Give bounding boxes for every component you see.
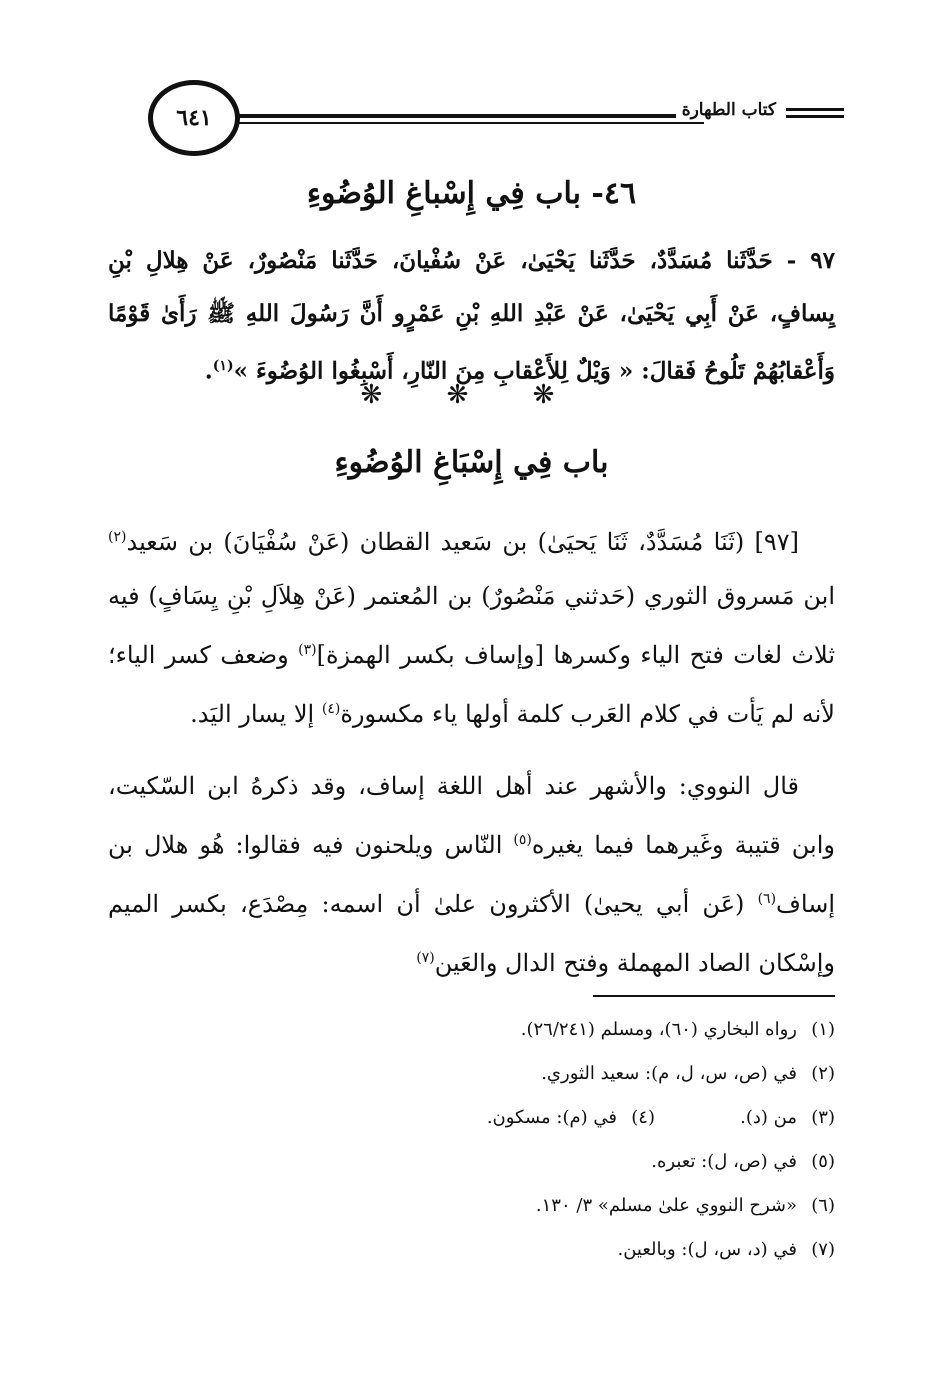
hadith-body: ٩٧ - حَدَّثَنا مُسَدَّدٌ، حَدَّثَنا يَحْيَىٰ، عَنْ سُفْيانَ، حَدَّثَنا مَنْصُورٌ، عَنْ هِلالِ بْنِ يِسافٍ، عَنْ أَبِي يَحْيَىٰ، عَنْ عَبْدِ اللهِ بْنِ عَمْرٍو أَنَّ رَسُولَ اللهِ ﷺ رَأَىٰ قَوْمًا وَأَعْقابُهُمْ تَلُوحُ فَقالَ: « وَيْلٌ لِلأَعْقابِ مِنَ النّارِ، أَسْبِغُوا الوُضُوءَ » [108, 247, 835, 385]
footnote-ref: (٧) [416, 950, 435, 966]
commentary-span: (عَن أبي يحيىٰ) الأكثرون علىٰ أن اسمه: مِصْدَع، بكسر الميم وإسْكان الصاد المهملة وفتح الدال والعَين [108, 890, 835, 977]
commentary-span: النّاس ويلحنون فيه فقالوا: هُو هلال بن إساف [108, 831, 835, 918]
footnote-number: (٦) [811, 1195, 835, 1216]
footnote-ref: (٥) [513, 832, 532, 848]
footnote-number: (٥) [811, 1151, 835, 1172]
section-separator: ❋ ❋ ❋ [360, 380, 583, 410]
header-rule [224, 114, 704, 118]
footnote-item [108, 1096, 835, 1140]
commentary-span: [٩٧] (ثَنَا مُسَدَّدٌ، ثَنَا يَحيَىٰ) بن سَعيد القطان (عَنْ سُفْيَانَ) بن سَعيد [126, 528, 799, 556]
footnote-item [108, 1140, 835, 1184]
commentary-paragraph [108, 510, 835, 741]
page-header [112, 78, 844, 160]
footnote-number: (٤) [631, 1107, 655, 1128]
footnote-item [108, 1184, 835, 1228]
commentary-span: ابن مَسروق الثوري (حَدثني مَنْصُورٌ) بن المُعتمر (عَنْ هِلاَلِ بْنِ يِسَافٍ) فيه ثلاث لغات فتح الياء وكسرها [وإساف بكسر الهمزة] [108, 582, 835, 669]
commentary-span: وضعف كسر الياء؛ لأنه لم يَأت في كلام العَرب كلمة أولها ياء مكسورة [108, 641, 835, 728]
book-title: كتاب الطهارة [676, 100, 782, 120]
footnote-ref: (١) [212, 358, 234, 374]
header-dash [786, 108, 844, 122]
footnote-divider [593, 995, 835, 997]
footnote-number: (٧) [811, 1239, 835, 1260]
footnote-text: في (م): مسكون. [486, 1107, 617, 1128]
footnote-text: رواه البخاري (٦٠)، ومسلم (٢٦/٢٤١). [520, 1019, 797, 1040]
footnote-ref: (٦) [757, 891, 777, 907]
page-number: ٦٤١ [148, 80, 240, 156]
footnote-number: (١) [811, 1019, 835, 1040]
footnote-text: في (د، س، ل): وبالعين. [617, 1239, 797, 1260]
footnote-text: في (ص، ل): تعبره. [651, 1151, 797, 1172]
commentary-text [108, 510, 835, 1008]
footnote-item [108, 1228, 835, 1272]
footnote-text: «شرح النووي علىٰ مسلم» ٣/ ١٣٠. [535, 1195, 797, 1216]
hadith-end: . [204, 357, 213, 385]
commentary-span: قال النووي: والأشهر عند أهل اللغة إساف، وقد ذكرهُ ابن السّكيت، وابن قتيبة وغَيرهما فيما يغيره [108, 772, 835, 859]
footnote-item [108, 1052, 835, 1096]
footnote-ref: (٤) [321, 701, 341, 717]
footnote-ref: (٣) [298, 642, 317, 658]
footnote-number: (٣) [811, 1107, 835, 1128]
footnote-item [108, 1008, 835, 1052]
footnote-ref: (٢) [108, 529, 127, 545]
commentary-paragraph [108, 759, 835, 990]
footnote-number: (٢) [811, 1063, 835, 1084]
footnotes [108, 1008, 835, 1272]
hadith-text [108, 234, 835, 398]
footnote-text: في (ص، س، ل، م): سعيد الثوري. [541, 1063, 797, 1084]
commentary-span: إلا يسار اليَد. [190, 700, 322, 728]
footnote-text: من (د). [740, 1107, 797, 1128]
commentary-title: باب فِي إِسْبَاغِ الوُضُوءِ [334, 445, 609, 480]
header-rule-thin [224, 122, 704, 124]
chapter-title: ٤٦- باب فِي إِسْباغِ الوُضُوءِ [306, 176, 637, 211]
